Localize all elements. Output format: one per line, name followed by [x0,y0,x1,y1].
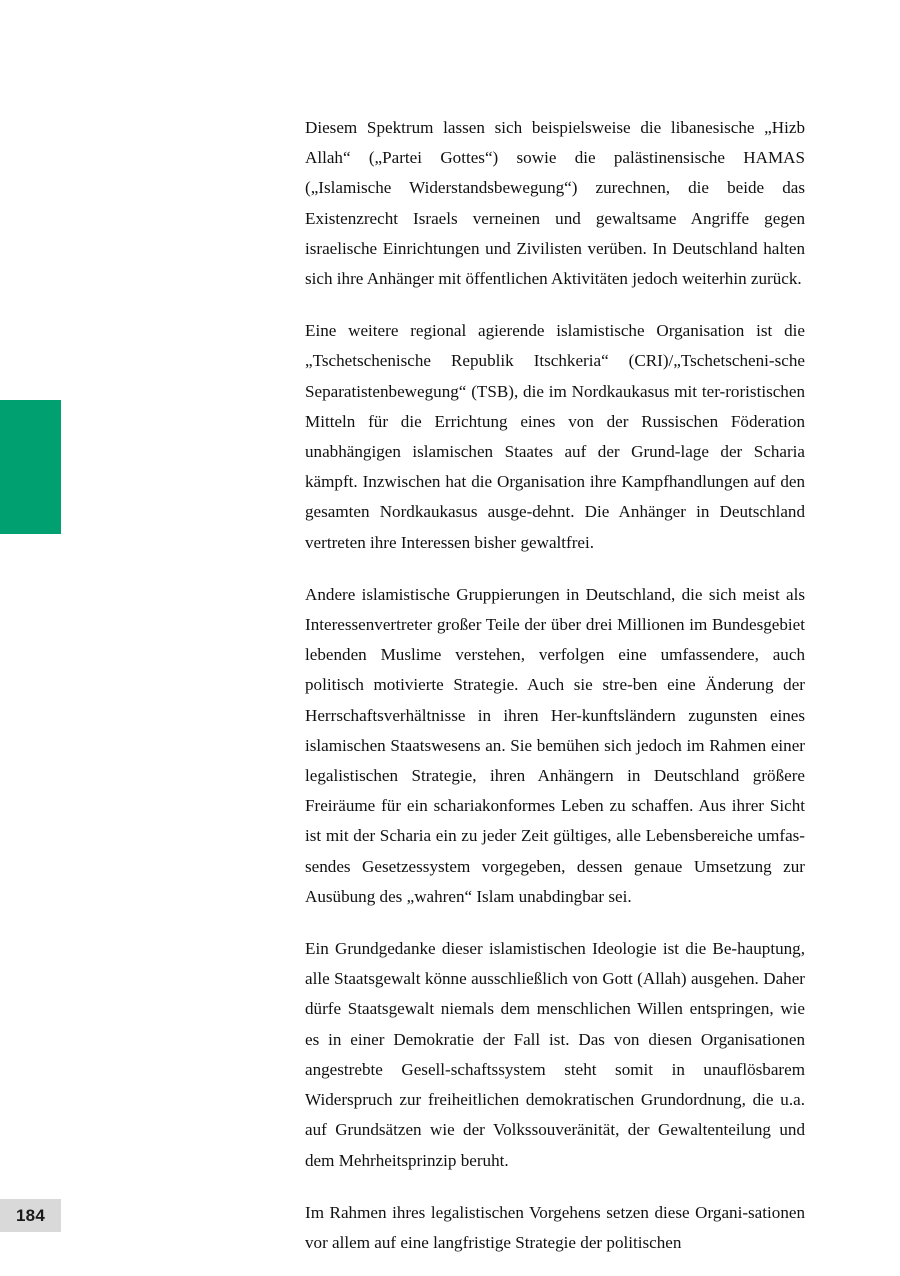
paragraph: Ein Grundgedanke dieser islamistischen Ideologie ist die Be-hauptung, alle Staatsgewalt könne ausschließlich von Gott (Allah) ausgehen. Daher dürfe Staatsgewalt niemals dem menschlichen Willen entspringen, wie es in einer Demokratie der Fall ist. Das von diesen Organisationen angestrebte Gesell-schaftssystem steht somit in unauflösbarem Widerspruch zur freiheitlichen demokratischen Grundordnung, die u.a. auf Grundsätzen wie der Volkssouveränität, der Gewaltenteilung und dem Mehrheitsprinzip beruht. [305,939,805,1170]
body-text-column [305,113,805,1258]
page-number-block [0,1199,61,1232]
paragraph: Im Rahmen ihres legalistischen Vorgehens setzen diese Organi-sationen vor allem auf eine langfristige Strategie der politischen [305,1202,805,1252]
paragraph: Andere islamistische Gruppierungen in Deutschland, die sich meist als Interessenvertreter großer Teile der über drei Millionen im Bundesgebiet lebenden Muslime verstehen, verfolgen eine umfassendere, auch politisch motivierte Strategie. Auch sie stre-ben eine Änderung der Herrschaftsverhältnisse in ihren Her-kunftsländern zugunsten eines islamischen Staatswesens an. Sie bemühen sich jedoch im Rahmen einer legalistischen Strategie, ihren Anhängern in Deutschland größere Freiräume für ein schariakonformes Leben zu schaffen. Aus ihrer Sicht ist mit der Scharia ein zu jeder Zeit gültiges, alle Lebensbereiche umfas-sendes Gesetzessystem vorgegeben, dessen genaue Umsetzung zur Ausübung des „wahren“ Islam unabdingbar sei. [305,584,805,906]
page-number: 184 [16,1205,45,1225]
paragraph: Eine weitere regional agierende islamistische Organisation ist die „Tschetschenische Republik Itschkeria“ (CRI)/„Tschetscheni-sche Separatistenbewegung“ (TSB), die im Nordkaukasus mit ter-roristischen Mitteln für die Errichtung eines von der Russischen Föderation unabhängigen islamischen Staates auf der Grund-lage der Scharia kämpft. Inzwischen hat die Organisation ihre Kampfhandlungen auf den gesamten Nordkaukasus ausge-dehnt. Die Anhänger in Deutschland vertreten ihre Interessen bisher gewaltfrei. [305,321,805,552]
chapter-edge-marker [0,400,61,534]
paragraph: Diesem Spektrum lassen sich beispielsweise die libanesische „Hizb Allah“ („Partei Gottes“) sowie die palästinensische HAMAS („Islamische Widerstandsbewegung“) zurechnen, die beide das Existenzrecht Israels verneinen und gewaltsame Angriffe gegen israelische Einrichtungen und Zivilisten verüben. In Deutschland halten sich ihre Anhänger mit öffentlichen Aktivitäten jedoch weiterhin zurück. [305,118,805,289]
